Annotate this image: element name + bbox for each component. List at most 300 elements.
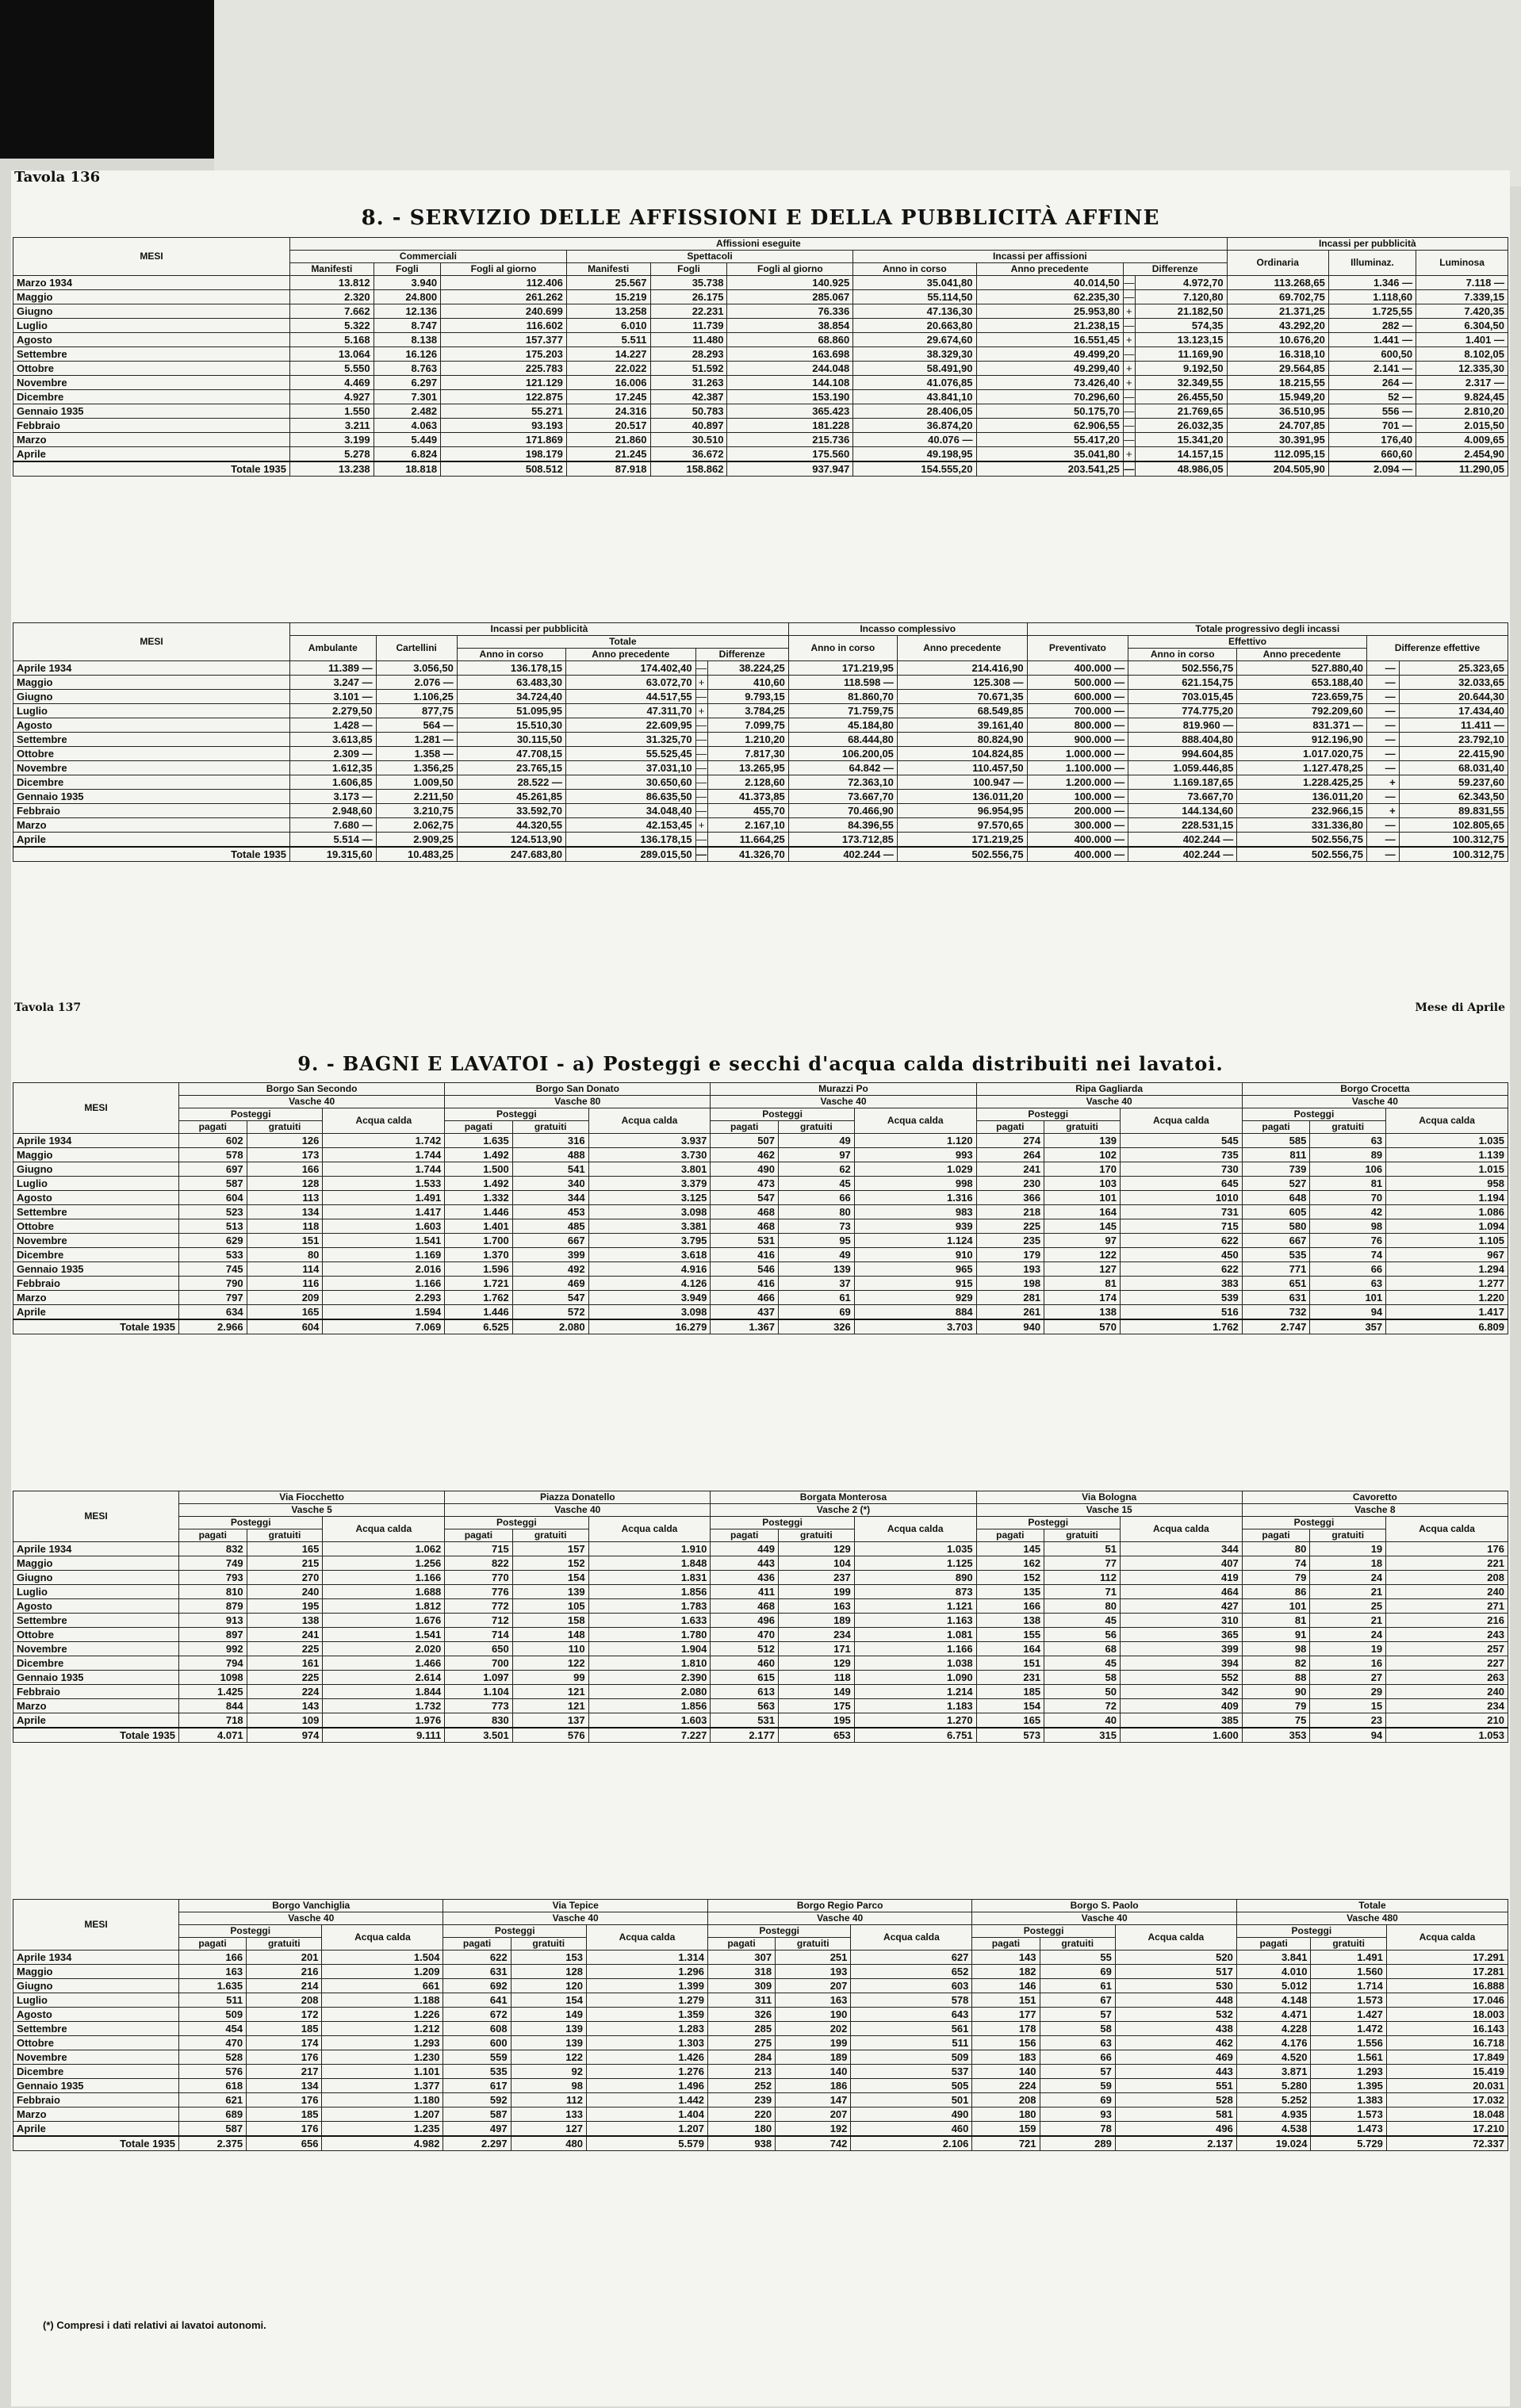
value-cell: 127 — [1044, 1262, 1121, 1277]
total-value-cell: — — [1366, 847, 1399, 862]
value-cell: 1.401 — [445, 1219, 513, 1234]
value-cell: 578 — [851, 1993, 972, 2008]
value-cell: 171.869 — [441, 433, 567, 447]
value-cell: 1.256 — [323, 1556, 445, 1571]
value-cell: 26.455,50 — [1135, 390, 1227, 404]
value-cell: 464 — [1120, 1585, 1242, 1599]
table-row — [13, 661, 1508, 676]
value-cell: 13.064 — [290, 347, 374, 362]
value-cell: 1.358 — — [376, 747, 457, 761]
value-cell: 149 — [511, 2008, 586, 2022]
month-label: Gennaio 1935 — [13, 790, 290, 804]
value-cell: 552 — [1120, 1671, 1242, 1685]
value-cell: 176 — [1386, 1542, 1508, 1556]
value-cell: 70.466,90 — [788, 804, 897, 818]
value-cell: 97 — [1044, 1234, 1121, 1248]
value-cell: 873 — [854, 1585, 976, 1599]
table-row — [13, 1614, 1508, 1628]
value-cell: 145 — [976, 1542, 1044, 1556]
value-cell: 561 — [851, 2022, 972, 2036]
total-value-cell: 2.966 — [179, 1319, 247, 1334]
value-cell: 209 — [247, 1291, 323, 1305]
value-cell: 1.228.425,25 — [1237, 775, 1367, 790]
value-cell: 500.000 — — [1027, 676, 1128, 690]
value-cell: 138 — [1044, 1305, 1121, 1320]
total-value-cell: 247.683,80 — [457, 847, 565, 862]
value-cell: 136.011,20 — [1237, 790, 1367, 804]
value-cell: 17.046 — [1386, 1993, 1508, 2008]
location-header: Borgo S. Paolo — [972, 1900, 1236, 1912]
value-cell: 147 — [776, 2093, 851, 2107]
value-cell: 39.161,40 — [897, 718, 1027, 733]
value-cell: 118 — [247, 1219, 323, 1234]
value-cell: 175 — [778, 1699, 854, 1713]
value-cell: 151 — [972, 1993, 1040, 2008]
total-value-cell: 100.312,75 — [1399, 847, 1508, 862]
value-cell: 998 — [854, 1177, 976, 1191]
value-cell: 50.175,70 — [976, 404, 1123, 419]
sign-cell: — — [1124, 434, 1135, 446]
value-cell: 4.126 — [588, 1277, 711, 1291]
value-cell: 82 — [1242, 1656, 1310, 1671]
table-row — [13, 1656, 1508, 1671]
total-value-cell: 94 — [1310, 1728, 1386, 1743]
value-cell: 43.841,10 — [853, 390, 976, 404]
incassi-pubblicita-header: Incassi per pubblicità — [290, 623, 789, 636]
sign-cell: — — [1124, 391, 1135, 403]
value-cell: 261 — [976, 1305, 1044, 1320]
month-label: Novembre — [13, 376, 290, 390]
value-cell: 2.211,50 — [376, 790, 457, 804]
month-label: Febbraio — [13, 804, 290, 818]
value-cell: 163 — [776, 1993, 851, 2008]
value-cell: 581 — [1115, 2107, 1236, 2122]
value-cell: 118 — [778, 1671, 854, 1685]
value-cell: 1.561 — [1311, 2050, 1386, 2065]
total-value-cell: 508.512 — [441, 461, 567, 477]
value-cell: 547 — [512, 1291, 588, 1305]
value-cell: 9.192,50 — [1135, 362, 1227, 376]
value-cell: 572 — [512, 1305, 588, 1320]
value-cell: 700.000 — — [1027, 704, 1128, 718]
value-cell: 1.744 — [323, 1162, 445, 1177]
value-cell: 15.510,30 — [457, 718, 565, 733]
value-cell: 140.925 — [727, 276, 853, 290]
value-cell: 1.276 — [586, 2065, 707, 2079]
value-cell: 70.671,35 — [897, 690, 1027, 704]
month-label: Luglio — [13, 319, 290, 333]
value-cell: 2.141 — — [1328, 362, 1416, 376]
value-cell: 819.960 — — [1128, 718, 1237, 733]
value-cell: 62.906,55 — [976, 419, 1123, 433]
table-row — [13, 1628, 1508, 1642]
value-cell: + — [1366, 775, 1399, 790]
value-cell: 1.207 — [322, 2107, 443, 2122]
total-value-cell: 289.015,50 — [565, 847, 695, 862]
month-label: Febbraio — [13, 1685, 179, 1699]
value-cell: 139 — [511, 2036, 586, 2050]
value-cell: 4.009,65 — [1416, 433, 1508, 447]
month-label: Settembre — [13, 2022, 179, 2036]
value-cell: 72.363,10 — [788, 775, 897, 790]
value-cell: 1.612,35 — [290, 761, 377, 775]
table-row — [13, 1134, 1508, 1148]
table-row — [13, 2065, 1508, 2079]
value-cell: 667 — [1242, 1234, 1310, 1248]
value-cell: 344 — [512, 1191, 588, 1205]
value-cell: 20.663,80 — [853, 319, 976, 333]
total-value-cell: 940 — [976, 1319, 1044, 1334]
value-cell: 1.120 — [854, 1134, 976, 1148]
value-cell: 822 — [445, 1556, 513, 1571]
value-cell: 641 — [443, 1993, 511, 2008]
table-row — [13, 1219, 1508, 1234]
month-label: Novembre — [13, 1642, 179, 1656]
value-cell: 66 — [778, 1191, 854, 1205]
value-cell: 9.793,15 — [707, 690, 788, 704]
value-cell: 240.699 — [441, 304, 567, 319]
acqua-calda-header: Acqua calda — [851, 1925, 972, 1951]
affissioni-eseguite-header: Affissioni eseguite — [290, 238, 1228, 251]
value-cell: 1.101 — [322, 2065, 443, 2079]
value-cell: 3.101 — — [290, 690, 377, 704]
value-cell: 1.491 — [323, 1191, 445, 1205]
value-cell: 3.730 — [588, 1148, 711, 1162]
value-cell: 92 — [511, 2065, 586, 2079]
value-cell: 84.396,55 — [788, 818, 897, 833]
value-cell: 66 — [1040, 2050, 1115, 2065]
total-value-cell: 573 — [976, 1728, 1044, 1743]
total-value-cell: 937.947 — [727, 461, 853, 477]
value-cell: 830 — [445, 1713, 513, 1728]
value-cell: 501 — [851, 2093, 972, 2107]
value-cell: 112 — [511, 2093, 586, 2107]
value-cell: 366 — [976, 1191, 1044, 1205]
value-cell: 45 — [1044, 1656, 1121, 1671]
table-row — [13, 1148, 1508, 1162]
value-cell: 411 — [711, 1585, 779, 1599]
value-cell: 527 — [1242, 1177, 1310, 1191]
value-cell: 772 — [445, 1599, 513, 1614]
value-cell: 207 — [776, 2107, 851, 2122]
value-cell: 1.441 — — [1328, 333, 1416, 347]
value-cell: 300.000 — — [1027, 818, 1128, 833]
value-cell: 2.810,20 — [1416, 404, 1508, 419]
value-cell: 200.000 — — [1027, 804, 1128, 818]
value-cell: 33.592,70 — [457, 804, 565, 818]
value-cell: 1.293 — [1311, 2065, 1386, 2079]
value-cell: 1.744 — [323, 1148, 445, 1162]
value-cell: 58 — [1040, 2022, 1115, 2036]
value-cell: 1.059.446,85 — [1128, 761, 1237, 775]
month-label: Aprile — [13, 1713, 179, 1728]
posteggi-header: Posteggi — [711, 1108, 854, 1121]
value-cell: 16.126 — [374, 347, 440, 362]
value-cell: 40.076 — — [853, 433, 976, 447]
month-label: Maggio — [13, 1148, 179, 1162]
value-cell: 1.163 — [854, 1614, 976, 1628]
value-cell: 125.308 — — [897, 676, 1027, 690]
value-cell: 28.293 — [650, 347, 727, 362]
value-cell: 3.125 — [588, 1191, 711, 1205]
value-cell: 792.209,60 — [1237, 704, 1367, 718]
value-cell: 154 — [976, 1699, 1044, 1713]
preventivato-header: Preventivato — [1027, 636, 1128, 661]
value-cell: 4.469 — [290, 376, 374, 390]
total-value-cell: 315 — [1044, 1728, 1121, 1743]
value-cell: 80 — [1044, 1599, 1121, 1614]
value-cell: 176 — [247, 2050, 322, 2065]
differenze-header: Differenze — [695, 649, 788, 661]
value-cell: 603 — [851, 1979, 972, 1993]
value-cell: 3.098 — [588, 1305, 711, 1320]
value-cell: 22.022 — [566, 362, 650, 376]
value-cell: 1.426 — [586, 2050, 707, 2065]
table-row — [13, 362, 1508, 376]
value-cell: 8.102,05 — [1416, 347, 1508, 362]
table-row — [13, 276, 1508, 290]
total-value-cell: 6.525 — [445, 1319, 513, 1334]
value-cell: 5.280 — [1236, 2079, 1311, 2093]
value-cell: — — [1366, 704, 1399, 718]
value-cell: 44.517,55 — [565, 690, 695, 704]
value-cell: 2.390 — [588, 1671, 711, 1685]
acqua-calda-header: Acqua calda — [854, 1517, 976, 1542]
total-value-cell: 604 — [247, 1319, 323, 1334]
value-cell: 9.824,45 — [1416, 390, 1508, 404]
fogli-giorno-header: Fogli al giorno — [441, 263, 567, 276]
value-cell: 19 — [1310, 1642, 1386, 1656]
table-row — [13, 1993, 1508, 2008]
value-cell: 79 — [1242, 1571, 1310, 1585]
total-value-cell: 158.862 — [650, 461, 727, 477]
value-cell: 157.377 — [441, 333, 567, 347]
value-cell: 6.297 — [374, 376, 440, 390]
value-cell: 2.320 — [290, 290, 374, 304]
value-cell: 342 — [1120, 1685, 1242, 1699]
value-cell: 133 — [511, 2107, 586, 2122]
posteggi-header: Posteggi — [976, 1517, 1120, 1529]
value-cell: 545 — [1120, 1134, 1242, 1148]
value-cell: 75 — [1242, 1713, 1310, 1728]
value-cell: 18.048 — [1386, 2107, 1508, 2122]
value-cell: 703.015,45 — [1128, 690, 1237, 704]
value-cell: 470 — [711, 1628, 779, 1642]
total-value-cell: 7.069 — [323, 1319, 445, 1334]
value-cell: 3.379 — [588, 1177, 711, 1191]
value-cell: 1.166 — [323, 1277, 445, 1291]
location-header: Via Fiocchetto — [179, 1491, 445, 1504]
value-cell: 884 — [854, 1305, 976, 1320]
value-cell: 394 — [1120, 1656, 1242, 1671]
value-cell: 723.659,75 — [1237, 690, 1367, 704]
table-row — [13, 1713, 1508, 1728]
value-cell: 63.483,30 — [457, 676, 565, 690]
value-cell: 1.188 — [322, 1993, 443, 2008]
value-cell: 52 — — [1328, 390, 1416, 404]
table-row — [13, 433, 1508, 447]
value-cell: 15.949,20 — [1227, 390, 1328, 404]
value-cell: 409 — [1120, 1699, 1242, 1713]
table-row — [13, 447, 1508, 462]
value-cell: 68.549,85 — [897, 704, 1027, 718]
month-label: Dicembre — [13, 775, 290, 790]
value-cell: + — [1366, 804, 1399, 818]
value-cell: 177 — [972, 2008, 1040, 2022]
value-cell: 1.235 — [322, 2122, 443, 2137]
value-cell: — — [1366, 661, 1399, 676]
value-cell: 11.664,25 — [707, 833, 788, 848]
vasche-header: Vasche 5 — [179, 1504, 445, 1517]
value-cell: 1.038 — [854, 1656, 976, 1671]
value-cell: 1.294 — [1386, 1262, 1508, 1277]
value-cell: 24.316 — [566, 404, 650, 419]
value-cell: 587 — [179, 1177, 247, 1191]
table-row — [13, 1951, 1508, 1965]
value-cell: 55.417,20 — [976, 433, 1123, 447]
value-cell: 600 — [443, 2036, 511, 2050]
value-cell: 202 — [776, 2022, 851, 2036]
total-value-cell: 653 — [778, 1728, 854, 1743]
value-cell: 28.522 — — [457, 775, 565, 790]
value-cell: 24.707,85 — [1227, 419, 1328, 433]
value-cell: 80 — [1242, 1542, 1310, 1556]
value-cell: 1.446 — [445, 1305, 513, 1320]
value-cell: 25.567 — [566, 276, 650, 290]
value-cell: 11.411 — — [1399, 718, 1508, 733]
value-cell: 100.312,75 — [1399, 833, 1508, 848]
value-cell: 49.299,40 — [976, 362, 1123, 376]
sign-cell: — — [696, 662, 707, 674]
value-cell: 539 — [1120, 1291, 1242, 1305]
total-value-cell: 3.501 — [445, 1728, 513, 1743]
value-cell: 32.349,55 — [1135, 376, 1227, 390]
commerciali-header: Commerciali — [290, 251, 567, 263]
vasche-header: Vasche 40 — [179, 1096, 445, 1108]
value-cell: 1.442 — [586, 2093, 707, 2107]
value-cell: 30.115,50 — [457, 733, 565, 747]
month-label: Aprile — [13, 447, 290, 462]
value-cell: 154 — [511, 1993, 586, 2008]
value-cell: 124.513,90 — [457, 833, 565, 848]
value-cell: 183 — [972, 2050, 1040, 2065]
sign-cell: + — [1123, 447, 1135, 462]
mese-aprile-label: Mese di Aprile — [1415, 1001, 1505, 1014]
value-cell: 1.446 — [445, 1205, 513, 1219]
value-cell: 35.041,80 — [976, 447, 1123, 462]
month-label: Aprile — [13, 2122, 179, 2137]
value-cell: 608 — [443, 2022, 511, 2036]
value-cell: 1.017.020,75 — [1237, 747, 1367, 761]
value-cell: 309 — [707, 1979, 775, 1993]
value-cell: 221 — [1386, 1556, 1508, 1571]
value-cell: 1.118,60 — [1328, 290, 1416, 304]
value-cell: 1.466 — [323, 1656, 445, 1671]
pagati-header: pagati — [179, 1938, 247, 1951]
value-cell: 419 — [1120, 1571, 1242, 1585]
month-label: Aprile 1934 — [13, 1951, 179, 1965]
value-cell: 8.138 — [374, 333, 440, 347]
value-cell: 604 — [179, 1191, 247, 1205]
month-label: Aprile 1934 — [13, 1134, 179, 1148]
value-cell: 38.224,25 — [707, 661, 788, 676]
total-value-cell: 16.279 — [588, 1319, 711, 1334]
sign-cell: — — [696, 848, 707, 860]
value-cell: 110.457,50 — [897, 761, 1027, 775]
value-cell: 443 — [711, 1556, 779, 1571]
value-cell: 122 — [511, 2050, 586, 2065]
posteggi-header: Posteggi — [445, 1108, 588, 1121]
value-cell: 520 — [1115, 1951, 1236, 1965]
month-label: Giugno — [13, 1571, 179, 1585]
value-cell: 2.948,60 — [290, 804, 377, 818]
value-cell: 794 — [179, 1656, 247, 1671]
value-cell: 68.031,40 — [1399, 761, 1508, 775]
value-cell: 181.228 — [727, 419, 853, 433]
value-cell: 585 — [1242, 1134, 1310, 1148]
value-cell: 1.209 — [322, 1965, 443, 1979]
value-cell: 650 — [445, 1642, 513, 1656]
value-cell: 173.712,85 — [788, 833, 897, 848]
value-cell: 627 — [851, 1951, 972, 1965]
value-cell: 192 — [776, 2122, 851, 2137]
value-cell: 5.168 — [290, 333, 374, 347]
value-cell: 16.718 — [1386, 2036, 1508, 2050]
value-cell: 121 — [512, 1699, 588, 1713]
value-cell: 271 — [1386, 1599, 1508, 1614]
total-value-cell: 154.555,20 — [853, 461, 976, 477]
value-cell: — — [1366, 747, 1399, 761]
value-cell: 29 — [1310, 1685, 1386, 1699]
value-cell: 89.831,55 — [1399, 804, 1508, 818]
value-cell: 43.292,20 — [1227, 319, 1328, 333]
value-cell: 436 — [711, 1571, 779, 1585]
total-value-cell: 502.556,75 — [897, 847, 1027, 862]
month-label: Agosto — [13, 1191, 179, 1205]
total-value-cell: 3.703 — [854, 1319, 976, 1334]
tavola-136-label: Tavola 136 — [14, 169, 101, 186]
vasche-header: Vasche 80 — [445, 1096, 711, 1108]
sign-cell: — — [696, 748, 707, 760]
value-cell: 1.183 — [854, 1699, 976, 1713]
value-cell: 69 — [1040, 2093, 1115, 2107]
value-cell: 311 — [707, 1993, 775, 2008]
vasche-header: Vasche 40 — [179, 1912, 443, 1925]
value-cell: 50.783 — [650, 404, 727, 419]
value-cell: 178 — [972, 2022, 1040, 2036]
value-cell: 114 — [247, 1262, 323, 1277]
value-cell: 1.346 — — [1328, 276, 1416, 290]
mesi-header: MESI — [13, 1083, 179, 1134]
value-cell: 715 — [445, 1542, 513, 1556]
month-label: Gennaio 1935 — [13, 404, 290, 419]
value-cell: 634 — [179, 1305, 247, 1320]
value-cell: 1.121 — [854, 1599, 976, 1614]
table-row — [13, 404, 1508, 419]
total-row — [13, 461, 1508, 477]
anno-precedente-header: Anno precedente — [565, 649, 695, 661]
total-value-cell: 13.238 — [290, 461, 374, 477]
value-cell: 1.603 — [588, 1713, 711, 1728]
value-cell: 460 — [711, 1656, 779, 1671]
value-cell: 129 — [778, 1542, 854, 1556]
table-row — [13, 1277, 1508, 1291]
value-cell: 1.100.000 — — [1027, 761, 1128, 775]
value-cell: 261.262 — [441, 290, 567, 304]
value-cell: 621.154,75 — [1128, 676, 1237, 690]
value-cell: 600,50 — [1328, 347, 1416, 362]
value-cell: 1.721 — [445, 1277, 513, 1291]
